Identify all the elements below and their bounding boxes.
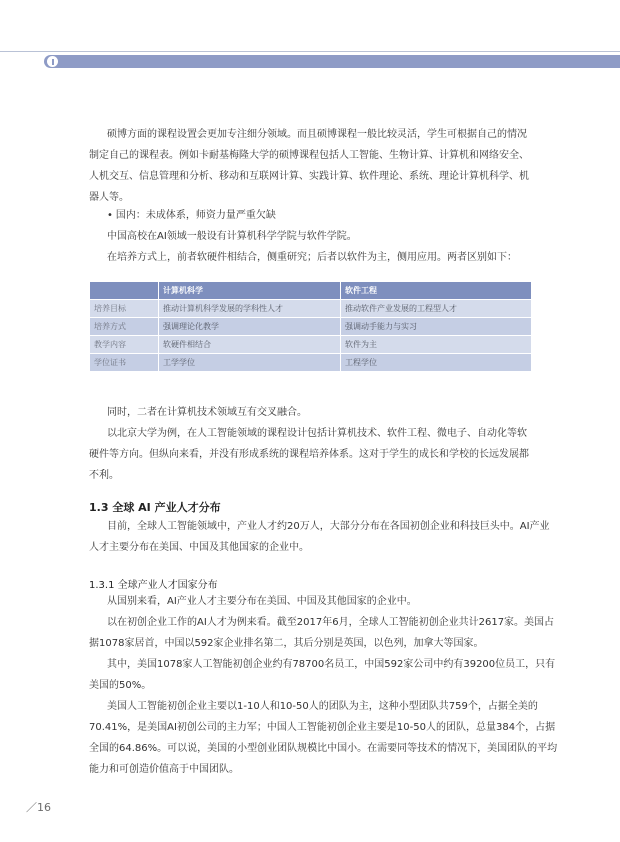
body-line: 全国的64.86%。可以说，美国的小型创业团队规模比中国小。在需要同等技术的情况下，美国团队的平均 (89, 743, 558, 754)
page-number: ／16 (26, 801, 51, 814)
table-row (90, 354, 532, 372)
table-cell: 强调动手能力与实习 (341, 318, 532, 336)
body-line: 目前，全球人工智能领域中，产业人才约20万人，大部分分布在各国初创企业和科技巨头中。AI产业 (107, 521, 550, 532)
table-cell: 软硬件相结合 (159, 336, 341, 354)
body-line: 美国的50%。 (89, 680, 152, 691)
section-1-3-body (89, 516, 550, 558)
intro-line: 器人等。 (89, 192, 129, 203)
top-rule (0, 51, 620, 52)
table-row-label: 培养方式 (90, 318, 159, 336)
comparison-table (89, 281, 532, 372)
table-row-label: 培养目标 (90, 300, 159, 318)
table-cell: 强调理论化教学 (159, 318, 341, 336)
domestic-line: 中国高校在AI领域一般设有计算机科学学院与软件学院。 (107, 231, 357, 242)
body-line: 70.41%，是美国AI初创公司的主力军；中国人工智能初创企业主要是10-50人的团队，总量384个，占据 (89, 722, 556, 733)
table-cell: 推动软件产业发展的工程型人才 (341, 300, 532, 318)
info-icon (47, 56, 58, 67)
body-line: 硬件等方向。但纵向来看，并没有形成系统的课程培养体系。这对于学生的成长和学校的长远发展都 (89, 449, 529, 460)
section-1-3-1-body (89, 591, 558, 780)
intro-paragraph (89, 124, 531, 208)
domestic-line: 在培养方式上，前者软硬件相结合，侧重研究；后者以软件为主，侧用应用。两者区别如下： (107, 252, 517, 263)
body-line: 以在初创企业工作的AI人才为例来看。截至2017年6月，全球人工智能初创企业共计2617家。美国占 (107, 617, 555, 628)
body-line: 美国人工智能初创企业主要以1-10人和10-50人的团队为主，这种小型团队共759个，占据全美的 (107, 701, 538, 712)
body-line: 其中，美国1078家人工智能初创企业约有78700名员工，中国592家公司中约有39200位员工，只有 (107, 659, 556, 670)
table-row (90, 318, 532, 336)
table-row (90, 300, 532, 318)
table-header-row (90, 282, 532, 300)
intro-line: 人机交互、信息管理和分析、移动和互联网计算、实践计算、软件理论、系统、理论计算机科学、机 (89, 171, 529, 182)
table-row (90, 336, 532, 354)
section-heading-1-3: 1.3 全球 AI 产业人才分布 (89, 501, 221, 514)
intro-line: 制定自己的课程表。例如卡耐基梅隆大学的硕博课程包括人工智能、生物计算、计算机和网络安全、 (89, 150, 529, 161)
section-heading-1-3-1: 1.3.1 全球产业人才国家分布 (89, 580, 218, 591)
table-cell: 工学学位 (159, 354, 341, 372)
domestic-section (89, 205, 531, 268)
table-row-label: 学位证书 (90, 354, 159, 372)
table-header-cs: 计算机科学 (159, 282, 341, 300)
body-line: 不利。 (89, 470, 119, 481)
body-line: 据1078家居首，中国以592家企业排名第二，其后分别是英国，以色列，加拿大等国家。 (89, 638, 484, 649)
table-header-blank (90, 282, 159, 300)
domestic-bullet: • 国内：未成体系，师资力量严重欠缺 (89, 205, 531, 226)
header-band (44, 55, 620, 68)
body-line: 能力和可创造价值高于中国团队。 (89, 764, 239, 775)
body-line: 人才主要分布在美国、中国及其他国家的企业中。 (89, 542, 309, 553)
intro-line: 硕博方面的课程设置会更加专注细分领域。而且硕博课程一般比较灵活，学生可根据自己的情况 (107, 129, 527, 140)
table-row-label: 教学内容 (90, 336, 159, 354)
table-cell: 软件为主 (341, 336, 532, 354)
after-table-paragraph (89, 402, 531, 486)
table-header-se: 软件工程 (341, 282, 532, 300)
body-line: 同时，二者在计算机技术领域互有交叉融合。 (107, 407, 307, 418)
body-line: 从国别来看，AI产业人才主要分布在美国、中国及其他国家的企业中。 (107, 596, 417, 607)
body-line: 以北京大学为例，在人工智能领域的课程设计包括计算机技术、软件工程、微电子、自动化等软 (107, 428, 527, 439)
table-cell: 工程学位 (341, 354, 532, 372)
table-cell: 推动计算机科学发展的学科性人才 (159, 300, 341, 318)
